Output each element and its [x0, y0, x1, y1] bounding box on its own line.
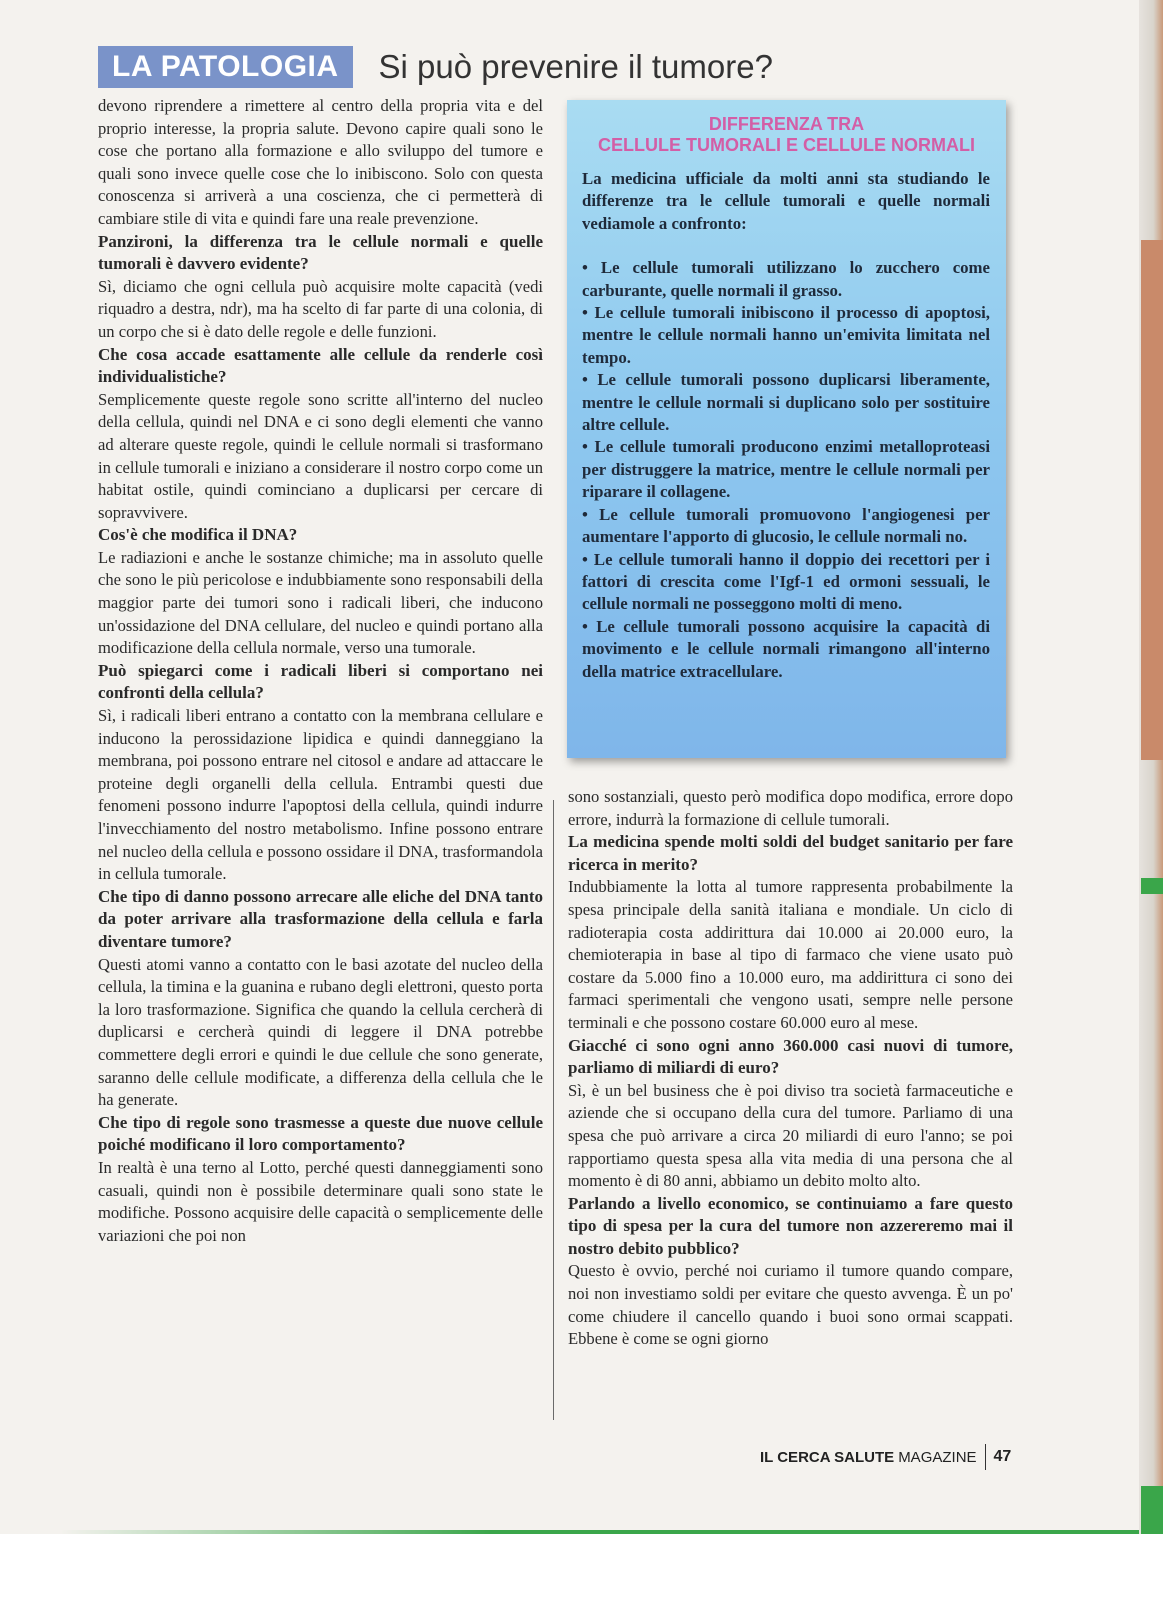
sidebar-title-line: CELLULE TUMORALI E CELLULE NORMALI [598, 135, 975, 155]
adjacent-page-green-strip [1141, 878, 1163, 894]
sidebar-list-item: • Le cellule tumorali possono duplicarsi liberamente, mentre le cellule normali si duplicano solo per sostituire altre cellule. [582, 370, 990, 435]
sidebar-title [567, 114, 1006, 156]
interview-question: La medicina spende molti soldi del budget sanitario per fare ricerca in merito? [568, 832, 1013, 874]
sidebar-list-item: • Le cellule tumorali utilizzano lo zucchero come carburante, quelle normali il grasso. [582, 258, 990, 300]
body-paragraph: Indubbiamente la lotta al tumore rappresenta probabilmente la spesa principale della sanità italiana e mondiale. Un ciclo di radioterapia costa addirittura dai 10.000 ai 20.000 euro, la chemioterapia in base al tipo di farmaco che viene usato può costare da 5.000 fino a 10.000 euro, ma addirittura ci sono dei farmaci sperimentali che vengono usati, sempre nelle persone terminali e che possono costare 60.000 euro al mese. [568, 877, 1013, 1032]
interview-question: Che cosa accade esattamente alle cellule da renderle così individualistiche? [98, 344, 543, 387]
adjacent-page-image [1141, 240, 1163, 760]
left-column [98, 95, 543, 1247]
interview-question: Parlando a livello economico, se continuiamo a fare questo tipo di spesa per la cura del tumore non azzereremo mai il nostro debito pubblico? [568, 1193, 1013, 1258]
page-title: Si può prevenire il tumore? [378, 48, 773, 85]
page-header [98, 46, 773, 88]
sidebar-list-item: • Le cellule tumorali producono enzimi metalloproteasi per distruggere la matrice, mentre le cellule normali per riparare il collagene. [582, 437, 990, 502]
page-number: 47 [993, 1448, 1012, 1465]
interview-question: Cos'è che modifica il DNA? [98, 525, 298, 545]
interview-question: Che tipo di danno possono arrecare alle eliche del DNA tanto da poter arrivare alla trasformazione della cellula e farla diventare tumore? [98, 886, 543, 951]
body-paragraph: Le radiazioni e anche le sostanze chimiche; ma in assoluto quelle che sono le più pericolose e indubbiamente sono responsabili della maggior parte dei tumori sono i radicali liberi, che inducono un'ossidazione del DNA cellulare, del nucleo e quindi portano alla modificazione della cellula normale, verso una tumorale. [98, 547, 543, 658]
scan-margin [0, 1534, 1163, 1600]
right-column [568, 786, 1013, 1351]
interview-question: Può spiegarci come i radicali liberi si comportano nei confronti della cellula? [98, 660, 543, 703]
magazine-label: MAGAZINE [898, 1448, 977, 1466]
sidebar-list-item: • Le cellule tumorali possono acquisire la capacità di movimento e le cellule normali rimangono all'interno della matrice extracellulare. [582, 616, 990, 681]
body-paragraph: devono riprendere a rimettere al centro della propria vita e del proprio interesse, la propria salute. Devono capire quali sono le cose che portano alla formazione e allo sviluppo del tumore e quali sono invece quelle cose che lo inibiscono. Solo con questa conoscenza si arriverà a una coscienza, che ci permetterà di cambiare stile di vita e quindi fare una reale prevenzione. [98, 96, 543, 228]
sidebar-list-item: • Le cellule tumorali promuovono l'angiogenesi per aumentare l'apporto di glucosio, le cellule normali no. [582, 504, 990, 547]
body-paragraph: Questo è ovvio, perché noi curiamo il tumore quando compare, noi non investiamo soldi per evitare che questo avvenga. È un po' come chiudere il cancello quando i buoi sono ormai scappati. Ebbene è come se ogni giorno [568, 1261, 1013, 1349]
body-paragraph: sono sostanziali, questo però modifica dopo modifica, errore dopo errore, indurrà la formazione di cellule tumorali. [568, 787, 1013, 829]
sidebar-body [582, 168, 990, 683]
body-paragraph: Sì, i radicali liberi entrano a contatto con la membrana cellulare e inducono la perossidazione lipidica e quindi danneggiano la membrana, poi possono entrare nel citosol e andare ad attaccare le proteine degli organelli della cellula. Entrambi questi due fenomeni possono indurre l'apoptosi della cellula, quindi indurre l'invecchiamento del nostro metabolismo. Infine possono entrare nel nucleo della cellula e possono ossidare il DNA, trasformandola in cellula tumorale. [98, 706, 543, 884]
interview-question: Panzironi, la differenza tra le cellule normali e quelle tumorali è davvero evidente? [98, 231, 543, 274]
column-divider [553, 800, 554, 1420]
adjacent-page-green-strip [1141, 1486, 1163, 1534]
body-paragraph: In realtà è una terno al Lotto, perché questi danneggiamenti sono casuali, quindi non è possibile determinare quali sono state le modifiche. Possono acquisire delle capacità o semplicemente delle variazioni che poi non [98, 1157, 543, 1245]
sidebar-title-line: DIFFERENZA TRA [708, 114, 865, 134]
body-paragraph: Sì, diciamo che ogni cellula può acquisire molte capacità (vedi riquadro a destra, ndr), ma ha scelto di far parte di una colonia, di un corpo che si è dato delle regole e delle funzioni. [98, 276, 543, 341]
sidebar-list-item: • Le cellule tumorali hanno il doppio dei recettori per i fattori di crescita come l'Igf-1 ed ormoni sessuali, le cellule normali ne posseggono molti di meno. [582, 549, 990, 614]
body-paragraph: Questi atomi vanno a contatto con le basi azotate del nucleo della cellula, la timina e la guanina e rubano degli elettroni, questo porta la loro trasformazione. Significa che quando la cellula cercherà di duplicarsi e cercherà quindi di leggere il DNA potrebbe commettere degli errori e quindi le due cellule che sono generate, saranno delle cellule modificate, a differenza della cellula che le ha generate. [98, 954, 543, 1110]
interview-question: Che tipo di regole sono trasmesse a queste due nuove cellule poiché modificano il loro comportamento? [98, 1112, 543, 1155]
interview-question: Giacché ci sono ogni anno 360.000 casi nuovi di tumore, parliamo di miliardi di euro? [568, 1035, 1013, 1078]
sidebar-list-item: • Le cellule tumorali inibiscono il processo di apoptosi, mentre le cellule normali hanno un'emivita limitata nel tempo. [582, 303, 990, 367]
magazine-brand: IL CERCA SALUTE [760, 1448, 895, 1466]
sidebar-intro: La medicina ufficiale da molti anni sta studiando le differenze tra le cellule tumorali e quelle normali vediamole a confronto: [582, 169, 990, 233]
body-paragraph: Semplicemente queste regole sono scritte all'interno del nucleo della cellula, quindi nel DNA e ci sono degli elementi che vanno ad alterare queste regole, quindi le cellule normali si trasformano in cellule tumorali e iniziano a considerare il nostro corpo come un habitat ostile, quindi cominciano a duplicarsi per cercare di sopravvivere. [98, 389, 543, 522]
page-footer [760, 1444, 1011, 1470]
footer-separator [985, 1444, 986, 1470]
section-badge: LA PATOLOGIA [98, 46, 353, 88]
sidebar-box [567, 100, 1006, 758]
body-paragraph: Sì, è un bel business che è poi diviso tra società farmaceutiche e aziende che si occupano della cura del tumore. Parliamo di una spesa che può arrivare a circa 20 miliardi di euro l'anno; se poi rapportiamo questa spesa alla vita media di una persona che al momento è di 80 anni, abbiamo un debito molto alto. [568, 1080, 1013, 1191]
